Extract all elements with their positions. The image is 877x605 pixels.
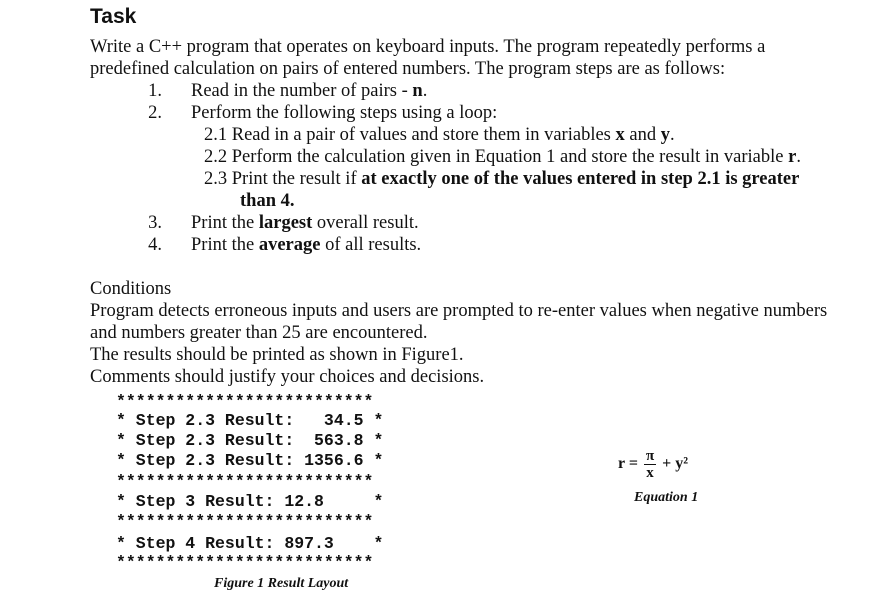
figure-border-line: ************************** [116, 553, 374, 572]
conditions-line-3: The results should be printed as shown in Figure1. [90, 345, 464, 365]
equation-1 [618, 448, 688, 481]
figure-result-line: * Step 2.3 Result: 563.8 * [116, 431, 384, 450]
intro-line-2: predefined calculation on pairs of entered numbers. The program steps are as follows: [90, 59, 726, 79]
figure-result-line: * Step 2.3 Result: 1356.6 * [116, 451, 384, 470]
step-3-number: 3. [148, 213, 162, 233]
equation-denominator: x [646, 465, 654, 481]
intro-line-1: Write a C++ program that operates on keyboard inputs. The program repeatedly performs a [90, 37, 766, 57]
equation-rhs: + y² [662, 455, 689, 473]
substep-2-3: 2.3 Print the result if at exactly one of the values entered in step 2.1 is greater [204, 169, 800, 189]
conditions-title: Conditions [90, 279, 172, 299]
figure-border-line: ************************** [116, 472, 374, 491]
step-2-text: Perform the following steps using a loop: [191, 103, 498, 123]
step-4-text: Print the average of all results. [191, 235, 422, 255]
figure-result-line: * Step 2.3 Result: 34.5 * [116, 411, 384, 430]
step-1-number: 1. [148, 81, 162, 101]
equation-caption: Equation 1 [634, 490, 699, 505]
figure-result-line: * Step 4 Result: 897.3 * [116, 534, 384, 553]
task-heading: Task [90, 5, 137, 28]
step-4-number: 4. [148, 235, 162, 255]
conditions-line-4: Comments should justify your choices and decisions. [90, 367, 485, 387]
step-2-number: 2. [148, 103, 162, 123]
figure-caption: Figure 1 Result Layout [214, 576, 349, 591]
substep-2-2: 2.2 Perform the calculation given in Equation 1 and store the result in variable r. [204, 147, 801, 167]
equation-lhs: r = [618, 455, 638, 473]
equation-numerator: π [645, 448, 655, 464]
step-1-text: Read in the number of pairs - n. [191, 81, 428, 101]
substep-2-1: 2.1 Read in a pair of values and store them in variables x and y. [204, 125, 675, 145]
substep-2-3-cont: than 4. [240, 191, 295, 211]
step-3-text: Print the largest overall result. [191, 213, 419, 233]
conditions-line-2: and numbers greater than 25 are encountered. [90, 323, 428, 343]
figure-border-line: ************************** [116, 392, 374, 411]
figure-result-line: * Step 3 Result: 12.8 * [116, 492, 384, 511]
conditions-line-1: Program detects erroneous inputs and users are prompted to re-enter values when negative numbers [90, 301, 828, 321]
figure-border-line: ************************** [116, 512, 374, 531]
equation-fraction [644, 448, 656, 481]
